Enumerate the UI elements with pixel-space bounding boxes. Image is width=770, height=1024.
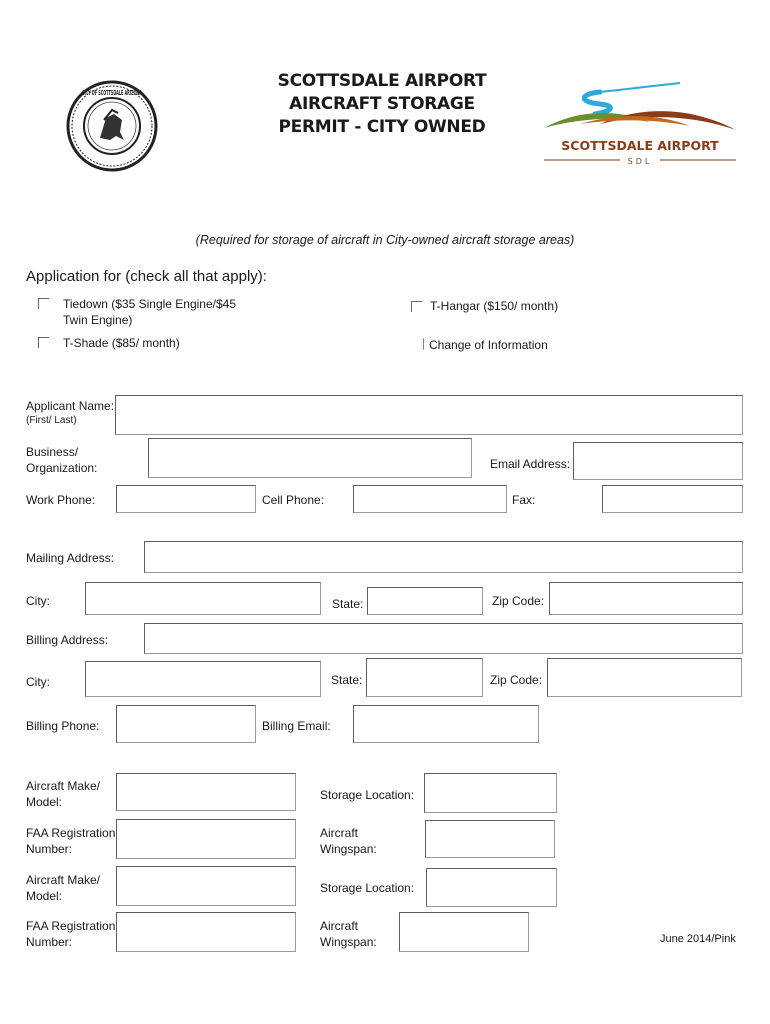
t-hangar-checkbox[interactable] <box>411 301 422 312</box>
billing-phone-label: Billing Phone: <box>26 719 100 733</box>
seal-text: CITY OF SCOTTSDALE ARIZONA <box>82 89 143 97</box>
billing-state-label: State: <box>331 673 363 687</box>
t-shade-label: T-Shade ($85/ month) <box>63 336 180 350</box>
tiedown-label-line-1: Tiedown ($35 Single Engine/$45 <box>63 297 237 311</box>
aircraft-1-wingspan-field[interactable] <box>425 820 555 858</box>
application-heading: Application for (check all that apply): <box>26 268 267 285</box>
t-hangar-label: T-Hangar ($150/ month) <box>430 299 559 313</box>
fax-field[interactable] <box>602 485 743 513</box>
cell-phone-label: Cell Phone: <box>262 493 325 507</box>
aircraft-1-wingspan-label-line-2: Wingspan: <box>320 842 377 856</box>
title-line-2: AIRCRAFT STORAGE <box>289 94 475 114</box>
work-phone-label: Work Phone: <box>26 493 96 507</box>
aircraft-2-wingspan-label-line-2: Wingspan: <box>320 935 377 949</box>
email-address-field[interactable] <box>573 442 743 480</box>
t-shade-checkbox[interactable] <box>38 337 49 348</box>
title-line-3: PERMIT - CITY OWNED <box>278 117 486 137</box>
business-organization-field[interactable] <box>148 438 472 478</box>
fax-label: Fax: <box>512 493 536 507</box>
subtitle: (Required for storage of aircraft in City-owned aircraft storage areas) <box>195 233 575 247</box>
aircraft-1-faa-label-line-2: Number: <box>26 842 73 856</box>
billing-state-field[interactable] <box>366 658 483 697</box>
aircraft-1-storage-location-label: Storage Location: <box>320 788 415 802</box>
billing-zip-field[interactable] <box>547 658 742 697</box>
tiedown-checkbox[interactable] <box>38 298 49 309</box>
business-label-line-2: Organization: <box>26 461 98 475</box>
page-title <box>262 70 502 139</box>
title-line-1: SCOTTSDALE AIRPORT <box>277 71 487 91</box>
change-of-information-checkbox[interactable] <box>423 338 424 350</box>
billing-email-label: Billing Email: <box>262 719 331 733</box>
city-seal <box>66 80 158 177</box>
work-phone-field[interactable] <box>116 485 256 513</box>
mailing-address-field[interactable] <box>144 541 743 573</box>
aircraft-1-make-field[interactable] <box>116 773 296 811</box>
aircraft-2-wingspan-field[interactable] <box>399 912 529 952</box>
aircraft-1-wingspan-label-line-1: Aircraft <box>320 826 359 840</box>
mailing-state-label: State: <box>332 597 364 611</box>
billing-phone-field[interactable] <box>116 705 256 743</box>
mailing-state-field[interactable] <box>367 587 483 615</box>
billing-zip-label: Zip Code: <box>490 673 543 687</box>
aircraft-1-make-label <box>26 778 100 810</box>
aircraft-2-make-label <box>26 872 100 904</box>
tiedown-label <box>63 296 236 328</box>
aircraft-1-make-label-line-1: Aircraft Make/ <box>26 779 101 793</box>
billing-email-field[interactable] <box>353 705 539 743</box>
email-address-label: Email Address: <box>490 457 571 471</box>
aircraft-1-storage-location-field[interactable] <box>424 773 557 813</box>
applicant-name-field[interactable] <box>115 395 743 435</box>
aircraft-1-make-label-line-2: Model: <box>26 795 63 809</box>
mailing-address-label: Mailing Address: <box>26 551 115 565</box>
business-label <box>26 444 97 476</box>
airport-logo <box>540 78 740 173</box>
aircraft-2-faa-label-line-1: FAA Registration <box>26 919 116 933</box>
billing-address-label: Billing Address: <box>26 633 109 647</box>
applicant-name-label: Applicant Name: <box>26 399 115 413</box>
tiedown-label-line-2: Twin Engine) <box>63 313 133 327</box>
aircraft-2-faa-field[interactable] <box>116 912 296 952</box>
billing-city-label: City: <box>26 675 50 689</box>
billing-address-field[interactable] <box>144 623 743 654</box>
mailing-city-label: City: <box>26 594 50 608</box>
first-last-hint: (First/ Last) <box>26 415 77 426</box>
aircraft-1-faa-field[interactable] <box>116 819 296 859</box>
mailing-zip-field[interactable] <box>549 582 743 615</box>
revision-note: June 2014/Pink <box>660 933 736 945</box>
change-of-information-label: Change of Information <box>429 338 548 352</box>
logo-code: SDL <box>627 157 653 166</box>
cell-phone-field[interactable] <box>353 485 507 513</box>
mailing-city-field[interactable] <box>85 582 321 615</box>
aircraft-2-faa-label-line-2: Number: <box>26 935 73 949</box>
aircraft-2-make-label-line-1: Aircraft Make/ <box>26 873 101 887</box>
aircraft-2-storage-location-label: Storage Location: <box>320 881 415 895</box>
aircraft-2-make-field[interactable] <box>116 866 296 906</box>
business-label-line-1: Business/ <box>26 445 79 459</box>
aircraft-2-make-label-line-2: Model: <box>26 889 63 903</box>
logo-name: SCOTTSDALE AIRPORT <box>561 138 719 153</box>
aircraft-2-wingspan-label-line-1: Aircraft <box>320 919 359 933</box>
aircraft-2-wingspan-label <box>320 918 377 950</box>
airport-logo-icon <box>540 78 740 168</box>
aircraft-1-faa-label <box>26 825 115 857</box>
aircraft-1-faa-label-line-1: FAA Registration <box>26 826 116 840</box>
city-seal-icon <box>66 80 158 172</box>
mailing-zip-label: Zip Code: <box>492 594 545 608</box>
billing-city-field[interactable] <box>85 661 321 697</box>
aircraft-2-faa-label <box>26 918 115 950</box>
aircraft-1-wingspan-label <box>320 825 377 857</box>
aircraft-2-storage-location-field[interactable] <box>426 868 557 907</box>
